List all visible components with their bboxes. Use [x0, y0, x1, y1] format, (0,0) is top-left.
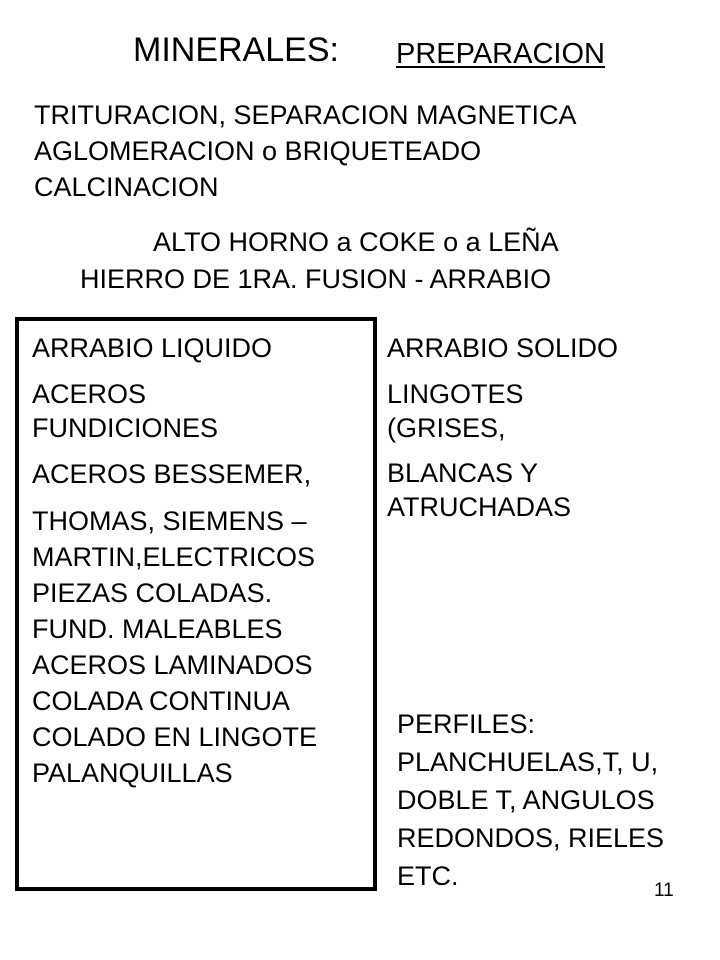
liquido-column: [32, 330, 317, 791]
list-item: (GRISES,: [387, 413, 506, 443]
list-item: ACEROS LAMINADOS: [32, 650, 313, 680]
page-title: MINERALES:: [133, 31, 339, 69]
preparation-steps: [34, 97, 577, 205]
list-item: ETC.: [397, 861, 459, 891]
lingotes-group: [387, 377, 618, 445]
list-item: THOMAS, SIEMENS –: [32, 506, 307, 536]
list-item: MARTIN,ELECTRICOS: [32, 542, 316, 572]
list-item: BLANCAS Y: [387, 458, 539, 488]
liquido-heading: ARRABIO LIQUIDO: [32, 333, 273, 363]
list-item: PLANCHUELAS,T, U,: [397, 747, 659, 777]
process-list: [32, 503, 317, 791]
product-line: HIERRO DE 1RA. FUSION - ARRABIO: [80, 264, 552, 294]
blancas-group: [387, 456, 618, 524]
list-item: FUND. MALEABLES: [32, 614, 283, 644]
solido-heading: ARRABIO SOLIDO: [387, 333, 619, 363]
aceros-group: [32, 377, 317, 445]
list-item: REDONDOS, RIELES: [397, 823, 665, 853]
list-item: COLADO EN LINGOTE: [32, 722, 318, 752]
furnace-line: ALTO HORNO a COKE o a LEÑA: [153, 227, 559, 257]
list-item: PIEZAS COLADAS.: [32, 578, 273, 608]
step-line: TRITURACION, SEPARACION MAGNETICA: [34, 100, 577, 130]
solido-column: [387, 330, 618, 524]
page-number: 11: [654, 880, 674, 901]
step-line: AGLOMERACION o BRIQUETEADO: [34, 136, 482, 166]
perfiles-heading: PERFILES:: [397, 709, 536, 739]
step-line: CALCINACION: [34, 172, 219, 202]
list-item: LINGOTES: [387, 379, 524, 409]
perfiles-list: [397, 705, 664, 895]
list-item: ACEROS: [32, 379, 147, 409]
list-item: PALANQUILLAS: [32, 758, 233, 788]
list-item: ACEROS BESSEMER,: [32, 459, 312, 489]
list-item: DOBLE T, ANGULOS: [397, 785, 655, 815]
list-item: FUNDICIONES: [32, 413, 219, 443]
list-item: ATRUCHADAS: [387, 492, 572, 522]
page-subtitle: PREPARACION: [396, 38, 605, 70]
list-item: COLADA CONTINUA: [32, 686, 291, 716]
